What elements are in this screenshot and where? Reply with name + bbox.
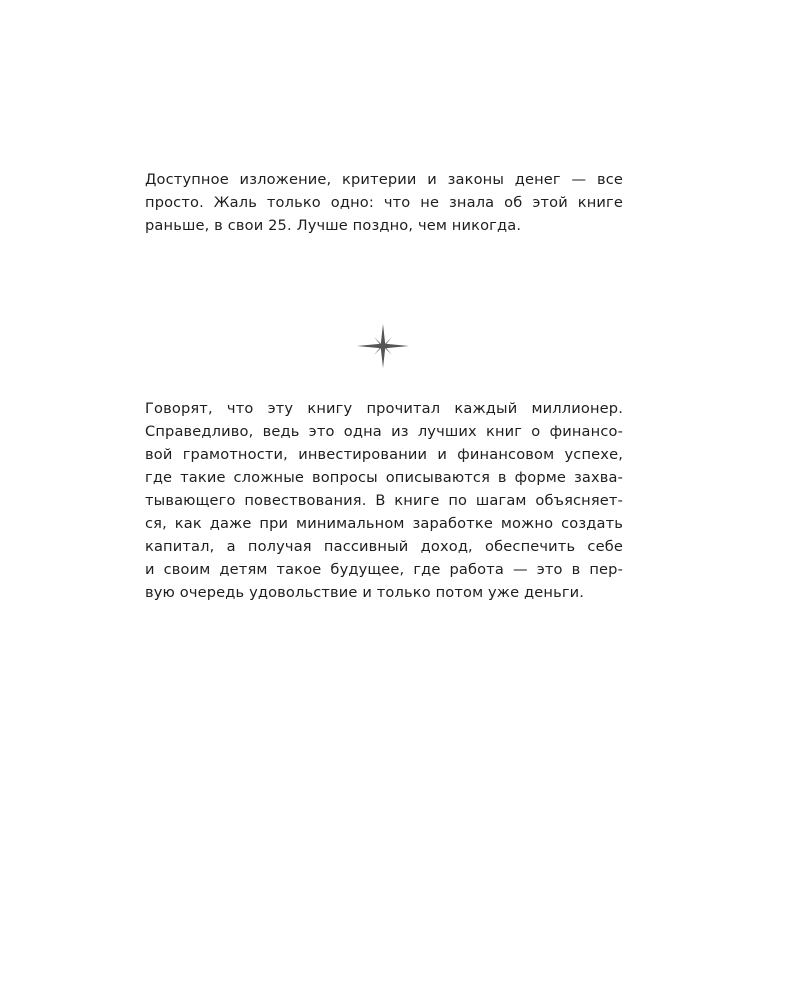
text-line: вую очередь удовольствие и только потом уже деньги. bbox=[145, 584, 585, 601]
four-point-star-icon bbox=[357, 324, 409, 368]
text-line: Справедливо, ведь это одна из лучших книг о финансо- bbox=[145, 423, 623, 440]
text-line: где такие сложные вопросы описываются в форме захва- bbox=[145, 469, 623, 486]
review-paragraph-2 bbox=[145, 397, 623, 604]
text-line: Говорят, что эту книгу прочитал каждый миллионер. bbox=[145, 400, 623, 417]
text-line: раньше, в свои 25. Лучше поздно, чем никогда. bbox=[145, 217, 522, 234]
text-line: вой грамотности, инвестировании и финансовом успехе, bbox=[145, 446, 623, 463]
text-line: Доступное изложение, критерии и законы денег — все bbox=[145, 171, 623, 188]
text-line: просто. Жаль только одно: что не знала об этой книге bbox=[145, 194, 623, 211]
text-line: и своим детям такое будущее, где работа — это в пер- bbox=[145, 561, 623, 578]
text-line: ся, как даже при минимальном заработке можно создать bbox=[145, 515, 623, 532]
text-line: капитал, а получая пассивный доход, обеспечить себе bbox=[145, 538, 623, 555]
text-line: тывающего повествования. В книге по шагам объясняет- bbox=[145, 492, 623, 509]
review-paragraph-1 bbox=[145, 168, 623, 237]
